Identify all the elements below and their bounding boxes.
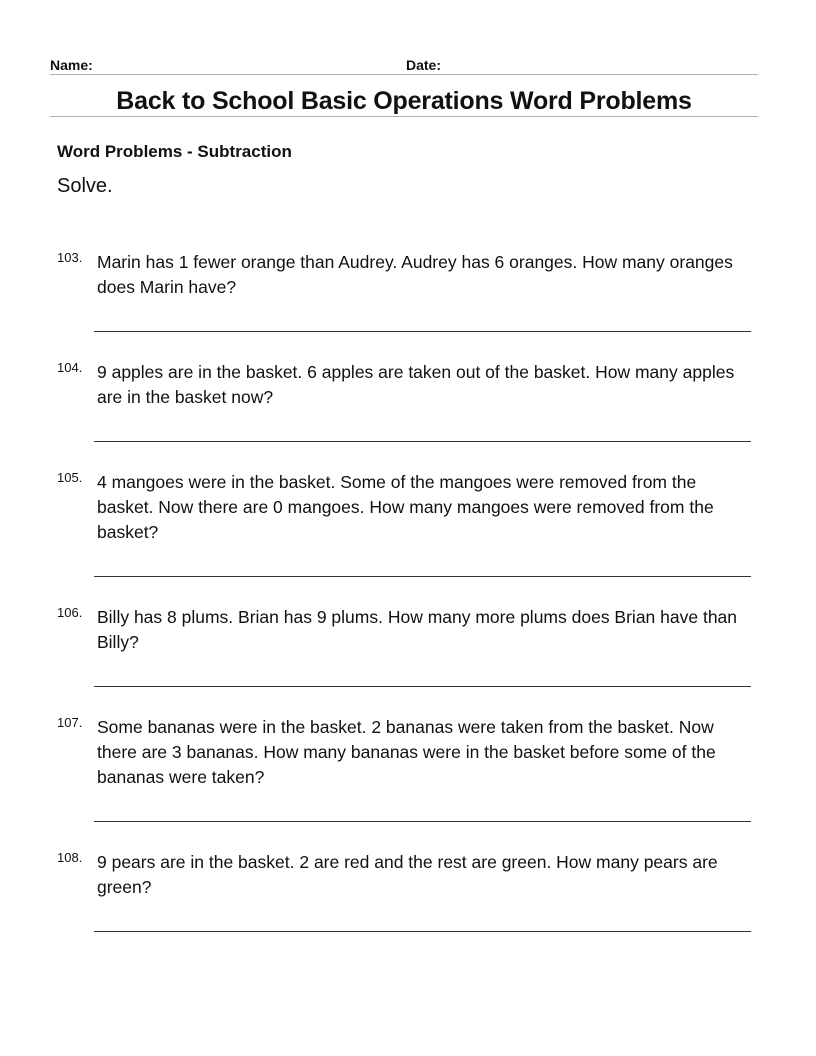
problem-number: 106. [57, 605, 83, 620]
problem-text: Billy has 8 plums. Brian has 9 plums. How many more plums does Brian have than Billy? [97, 607, 738, 652]
problem-number: 107. [57, 715, 83, 730]
problem-text: Marin has 1 fewer orange than Audrey. Audrey has 6 oranges. How many oranges does Marin have? [97, 252, 733, 297]
date-label: Date: [406, 57, 442, 73]
worksheet-title: Back to School Basic Operations Word Problems [50, 84, 758, 117]
problem-number: 108. [57, 850, 83, 865]
problem-number: 105. [57, 470, 83, 485]
header-row [50, 57, 758, 75]
answer-line[interactable] [94, 821, 751, 822]
problem-number: 104. [57, 360, 83, 375]
problem-text: 9 apples are in the basket. 6 apples are taken out of the basket. How many apples are in the basket now? [97, 362, 735, 407]
problem-text: 9 pears are in the basket. 2 are red and the rest are green. How many pears are green? [97, 852, 718, 897]
problem-number: 103. [57, 250, 83, 265]
instruction-text: Solve. [57, 175, 113, 197]
section-heading: Word Problems - Subtraction [57, 142, 292, 161]
answer-line[interactable] [94, 931, 751, 932]
answer-line[interactable] [94, 576, 751, 577]
answer-line[interactable] [94, 441, 751, 442]
answer-line[interactable] [94, 686, 751, 687]
answer-line[interactable] [94, 331, 751, 332]
problem-text: 4 mangoes were in the basket. Some of the mangoes were removed from the basket. Now there are 0 mangoes. How many mangoes were removed from the basket? [97, 472, 714, 542]
name-label: Name: [50, 57, 93, 73]
problem-text: Some bananas were in the basket. 2 bananas were taken from the basket. Now there are 3 bananas. How many bananas were in the basket before some of the bananas were taken? [97, 717, 716, 787]
